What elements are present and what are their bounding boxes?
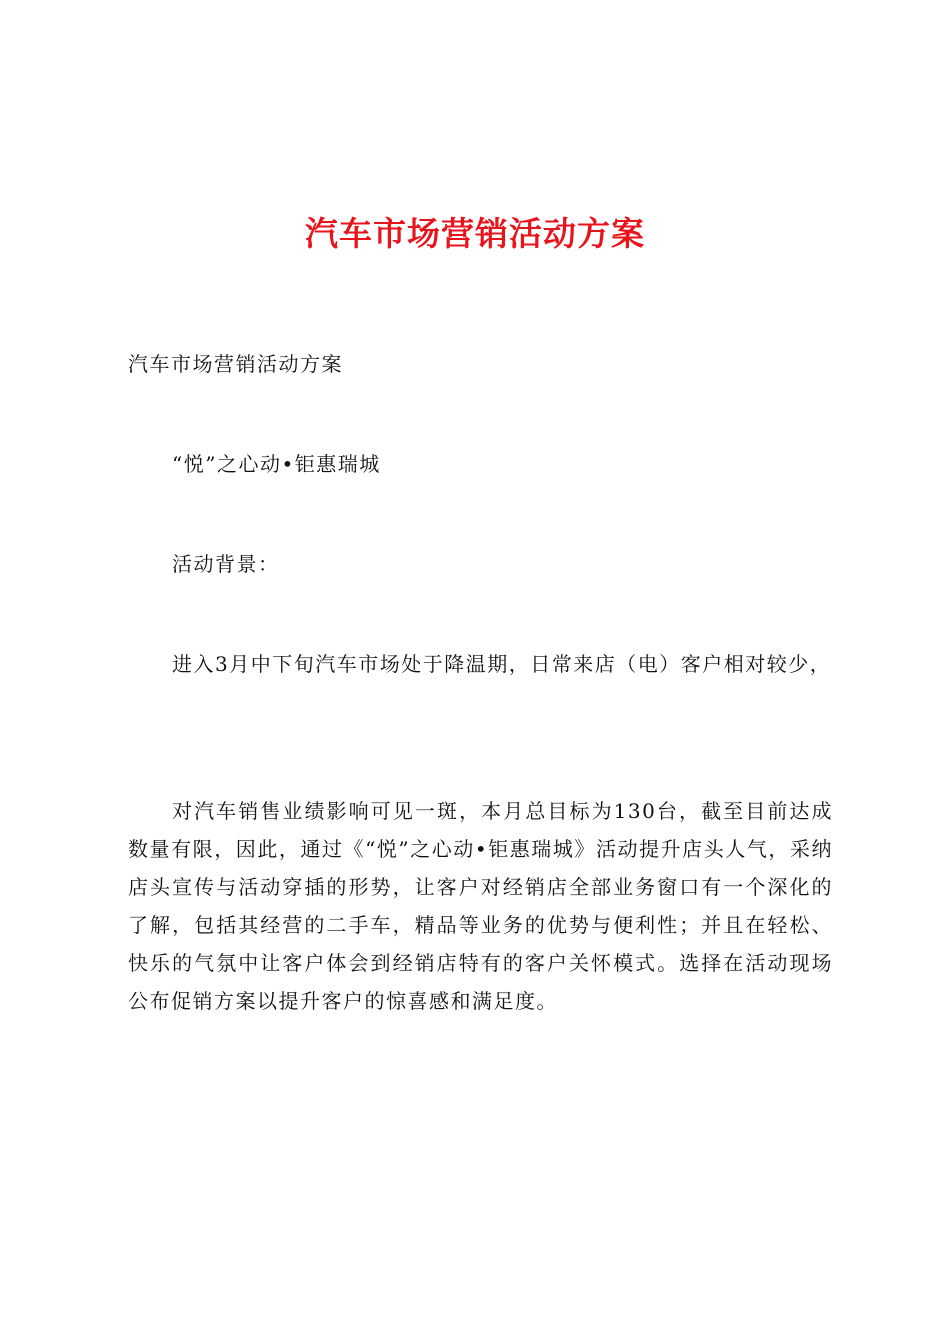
slogan-paragraph: “悦”之心动•钜惠瑞城 — [172, 452, 381, 476]
document-title: 汽车市场营销活动方案 — [305, 214, 645, 253]
body-paragraph-2: 对汽车销售业绩影响可见一斑，本月总目标为130台，截至目前达成数量有限，因此，通过《“悦”之心动•钜惠瑞城》活动提升店头人气，采纳店头宣传与活动穿插的形势，让客户对经销店全部业务窗口有一个深化的了解，包括其经营的二手车，精品等业务的优势与便利性；并且在轻松、快乐的气氛中让客户体会到经销店特有的客户关怀模式。选择在活动现场公布促销方案以提升客户的惊喜感和满足度。 — [128, 799, 833, 1013]
background-heading: 活动背景： — [172, 552, 280, 576]
subtitle-paragraph: 汽车市场营销活动方案 — [128, 352, 343, 376]
body-paragraph-1: 进入3月中下旬汽车市场处于降温期，日常来店（电）客户相对较少， — [172, 652, 832, 676]
